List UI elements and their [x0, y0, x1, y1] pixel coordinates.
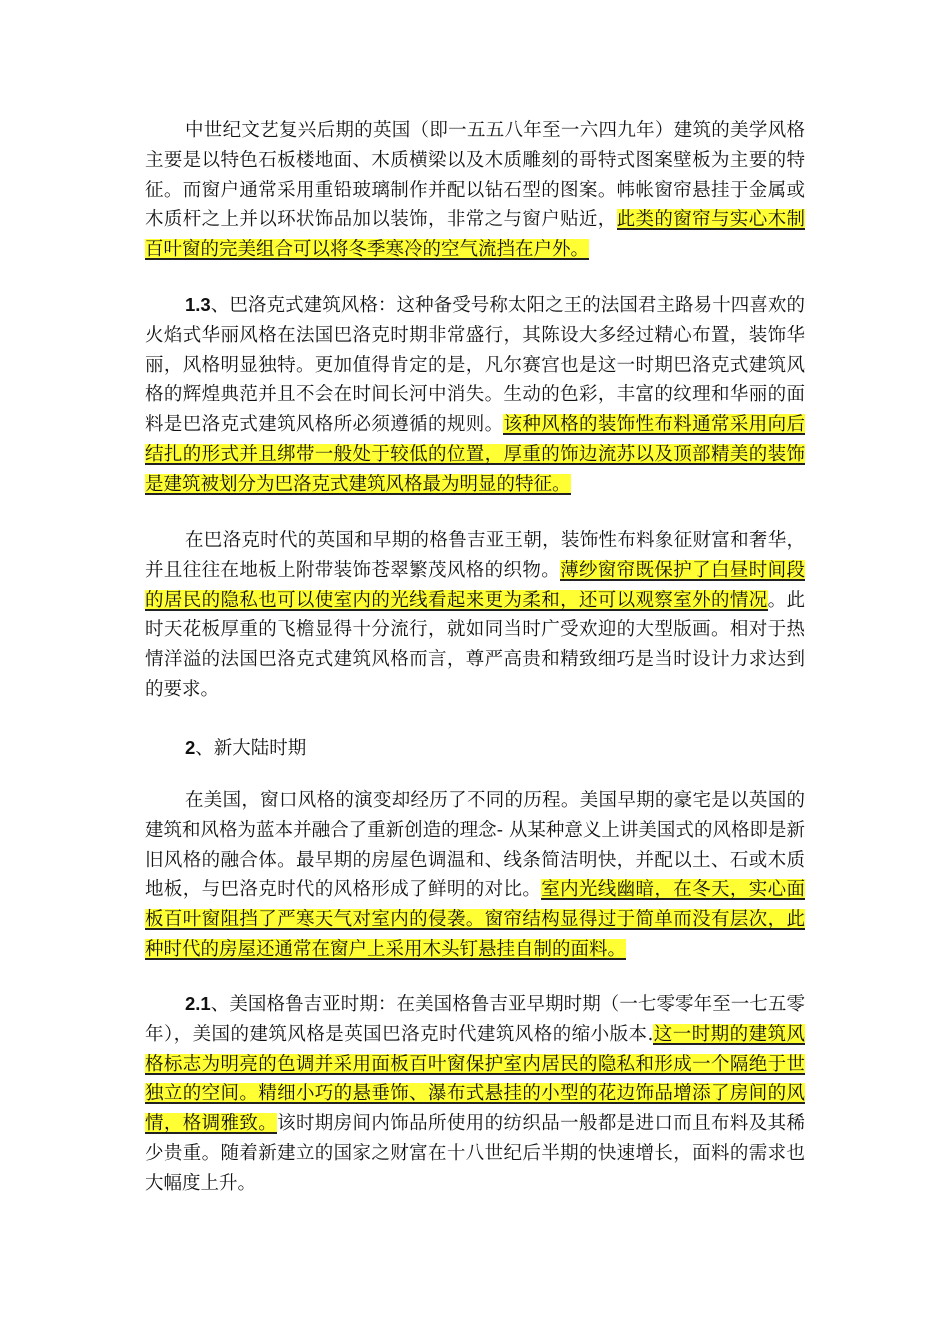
- highlighted-text: 这一时期的建筑风格标志为明亮的色调并采用面板百叶窗保护室内居民的隐私和形成一个隔绝于世独立的空间。精细小巧的悬垂饰、瀑布式悬挂的小型的花边饰品增添了房间的风情，格调雅致。: [145, 1023, 805, 1135]
- highlighted-text: 室内光线幽暗，在冬天，实心面板百叶窗阻挡了严寒天气对室内的侵袭。窗帘结构显得过于简单而没有层次，此种时代的房屋还通常在窗户上采用木头钉悬挂自制的面料。: [145, 879, 805, 960]
- paragraph-america: [145, 786, 805, 965]
- paragraph-american-georgian: [145, 989, 805, 1199]
- section-heading-new-world: [145, 733, 805, 764]
- paragraph-text-after: 。此时天花板厚重的飞檐显得十分流行，就如同当时广受欢迎的大型版画。相对于热情洋溢的法国巴洛克式建筑风格而言，尊严高贵和精致细巧是当时设计力求达到的要求。: [145, 589, 805, 700]
- paragraph-text: 在巴洛克时代的英国和早期的格鲁吉亚王朝，装饰性布料象征财富和奢华，并且往往在地板上附带装饰苍翠繁茂风格的织物。: [145, 530, 805, 581]
- highlighted-text: 此类的窗帘与实心木制百叶窗的完美组合可以将冬季寒冷的空气流挡在户外。: [145, 209, 805, 261]
- paragraph-text: 中世纪文艺复兴后期的英国（即一五五八年至一六四九年）建筑的美学风格主要是以特色石板楼地面、木质横梁以及木质雕刻的哥特式图案壁板为主要的特征。而窗户通常采用重铅玻璃制作并配以钻石型的图案。帏帐窗帘悬挂于金属或木质杆之上并以环状饰品加以装饰，非常之与窗户贴近，: [145, 120, 805, 231]
- section-number: 2.1: [185, 993, 211, 1014]
- paragraph-text-after: 该时期房间内饰品所使用的纺织品一般都是进口而且布料及其稀少贵重。随着新建立的国家之财富在十八世纪后半期的快速增长，面料的需求也大幅度上升。: [145, 1113, 805, 1194]
- section-number: 1.3: [185, 294, 211, 315]
- paragraph-text: 、美国格鲁吉亚时期：在美国格鲁吉亚早期时期（一七零零年至一七五零年），美国的建筑风格是英国巴洛克时代建筑风格的缩小版本.: [145, 994, 805, 1045]
- paragraph-text: 、巴洛克式建筑风格：这种备受号称太阳之王的法国君主路易十四喜欢的火焰式华丽风格在法国巴洛克时期非常盛行，其陈设大多经过精心布置，装饰华丽，风格明显独特。更加值得肯定的是，凡尔赛宫也是这一时期巴洛克式建筑风格的辉煌典范并且不会在时间长河中消失。生动的色彩，丰富的纹理和华丽的面料是巴洛克式建筑风格所必须遵循的规则。: [145, 295, 805, 436]
- highlighted-text: 该种风格的装饰性布料通常采用向后结扎的形式并且绑带一般处于较低的位置，厚重的饰边流苏以及顶部精美的装饰是建筑被划分为巴洛克式建筑风格最为明显的特征。: [145, 414, 805, 495]
- paragraph-georgian-england: [145, 526, 805, 705]
- heading-text: 、新大陆时期: [195, 738, 307, 759]
- paragraph-tudor-style: [145, 116, 805, 265]
- paragraph-baroque-style: [145, 290, 805, 500]
- paragraph-text: 在美国，窗口风格的演变却经历了不同的历程。美国早期的豪宅是以英国的建筑和风格为蓝本并融合了重新创造的理念- 从某种意义上讲美国式的风格即是新旧风格的融合体。最早期的房屋色调温和、线条简洁明快，并配以土、石或木质地板，与巴洛克时代的风格形成了鲜明的对比。: [145, 790, 805, 901]
- section-number: 2: [185, 737, 196, 758]
- highlighted-text: 薄纱窗帘既保护了白昼时间段的居民的隐私也可以使室内的光线看起来更为柔和，还可以观察室外的情况: [145, 559, 805, 611]
